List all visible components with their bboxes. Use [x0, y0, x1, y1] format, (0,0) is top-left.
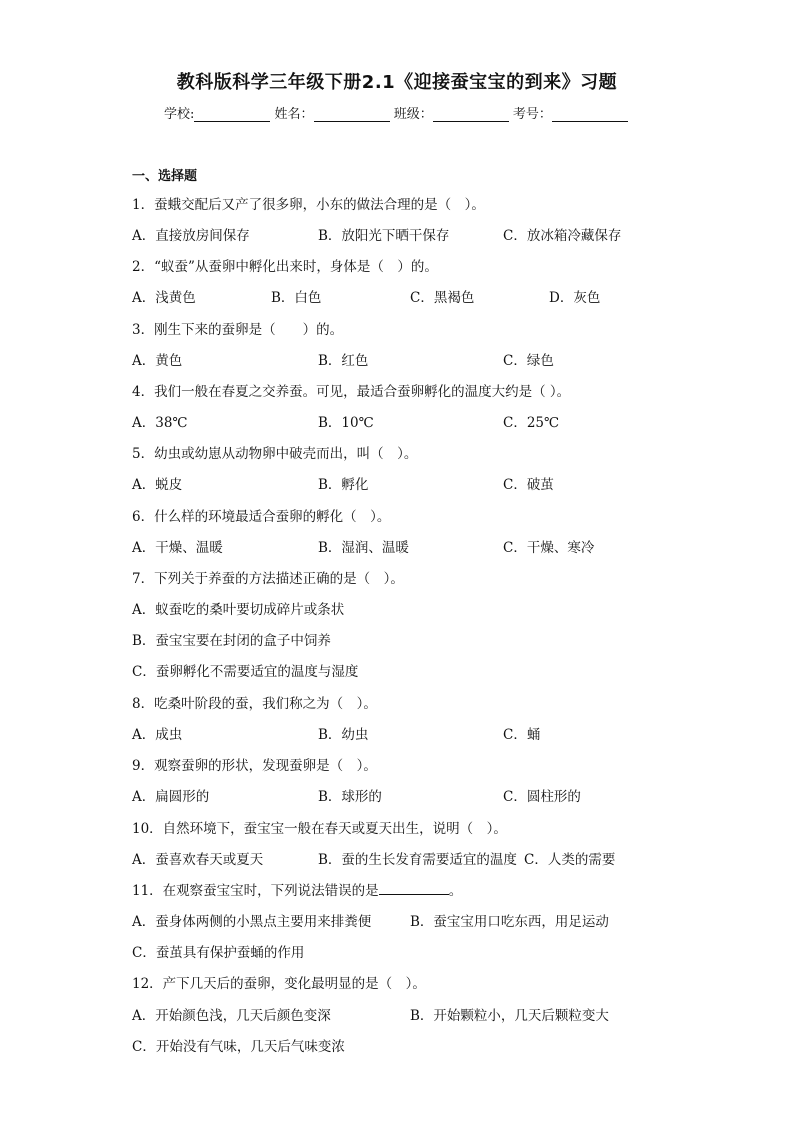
- question-11-stem: [132, 879, 462, 899]
- question-11-stem-text: 11．在观察蚕宝宝时，下列说法错误的是: [132, 883, 379, 899]
- question-5-option-a: A．蜕皮: [132, 477, 183, 493]
- class-label: 班级：: [393, 107, 433, 122]
- question-11-stem-end: 。: [448, 883, 463, 899]
- question-6-option-c: C．干燥、寒冷: [503, 540, 595, 556]
- question-4-option-c: C．25℃: [503, 415, 560, 431]
- question-7-option-a: A．蚁蚕吃的桑叶要切成碎片或条状: [132, 602, 345, 618]
- question-3-option-c: C．绿色: [503, 353, 554, 369]
- question-1-option-c: C．放冰箱冷藏保存: [503, 228, 622, 244]
- question-2-option-c: C．黑褐色: [410, 290, 475, 306]
- school-label: 学校:: [164, 107, 195, 122]
- question-1-stem: 1．蚕蛾交配后又产了很多卵，小东的做法合理的是（ ）。: [132, 197, 485, 213]
- question-9-option-c: C．圆柱形的: [503, 789, 581, 805]
- question-7-stem: 7．下列关于养蚕的方法描述正确的是（ ）。: [132, 571, 404, 587]
- number-label: 考号：: [512, 107, 552, 122]
- question-11-option-c: C．蚕茧具有保护蚕蛹的作用: [132, 945, 305, 961]
- school-blank: [194, 107, 270, 122]
- name-label: 姓名：: [274, 107, 314, 122]
- question-3-option-b: B．红色: [318, 353, 369, 369]
- question-2-stem: 2．“蚁蚕”从蚕卵中孵化出来时，身体是（ ）的。: [132, 259, 438, 275]
- question-12-option-c: C．开始没有气味，几天后气味变浓: [132, 1039, 345, 1055]
- question-9-option-b: B．球形的: [318, 789, 382, 805]
- page-title: 教科版科学三年级下册2.1《迎接蚕宝宝的到来》习题: [176, 72, 618, 93]
- name-blank: [314, 107, 390, 122]
- question-1-option-b: B．放阳光下晒干保存: [318, 228, 450, 244]
- question-3-stem: 3．刚生下来的蚕卵是（ ）的。: [132, 322, 344, 338]
- question-7-option-b: B．蚕宝宝要在封闭的盒子中饲养: [132, 633, 331, 649]
- question-2-option-b: B．白色: [271, 290, 322, 306]
- question-6-option-b: B．湿润、温暖: [318, 540, 409, 556]
- question-11-answer-blank: [379, 882, 449, 895]
- question-8-stem: 8．吃桑叶阶段的蚕，我们称之为（ ）。: [132, 696, 377, 712]
- question-12-stem: 12．产下几天后的蚕卵，变化最明显的是（ ）。: [132, 976, 426, 992]
- question-5-option-b: B．孵化: [318, 477, 369, 493]
- question-7-option-c: C．蚕卵孵化不需要适宜的温度与湿度: [132, 664, 359, 680]
- question-12-option-a: A．开始颜色浅，几天后颜色变深: [132, 1008, 331, 1024]
- question-4-option-a: A．38℃: [132, 415, 188, 431]
- question-11-option-b: B．蚕宝宝用口吃东西，用足运动: [410, 914, 609, 930]
- question-4-stem: 4．我们一般在春夏之交养蚕。可见，最适合蚕卵孵化的温度大约是（ ）。: [132, 384, 571, 400]
- question-3-option-a: A．黄色: [132, 353, 183, 369]
- question-1-option-a: A．直接放房间保存: [132, 228, 250, 244]
- question-8-option-b: B．幼虫: [318, 727, 369, 743]
- question-2-option-a: A．浅黄色: [132, 290, 196, 306]
- question-5-stem: 5．幼虫或幼崽从动物卵中破壳而出，叫（ ）。: [132, 446, 418, 462]
- question-6-option-a: A．干燥、温暖: [132, 540, 223, 556]
- number-blank: [552, 107, 628, 122]
- question-8-option-c: C．蛹: [503, 727, 541, 743]
- question-10-stem: 10．自然环境下，蚕宝宝一般在春天或夏天出生，说明（ ）。: [132, 821, 507, 837]
- student-info-line: [164, 103, 628, 122]
- question-12-option-b: B．开始颗粒小，几天后颗粒变大: [410, 1008, 609, 1024]
- question-9-option-a: A．扁圆形的: [132, 789, 210, 805]
- question-4-option-b: B．10℃: [318, 415, 374, 431]
- question-8-option-a: A．成虫: [132, 727, 183, 743]
- question-9-stem: 9．观察蚕卵的形状，发现蚕卵是（ ）。: [132, 758, 377, 774]
- question-10-option-b: B．蚕的生长发育需要适宜的温度: [318, 852, 517, 868]
- class-blank: [433, 107, 509, 122]
- question-6-stem: 6．什么样的环境最适合蚕卵的孵化（ ）。: [132, 509, 391, 525]
- question-5-option-c: C．破茧: [503, 477, 554, 493]
- question-10-option-a: A．蚕喜欢春天或夏天: [132, 852, 264, 868]
- question-11-option-a: A．蚕身体两侧的小黑点主要用来排粪便: [132, 914, 372, 930]
- question-2-option-d: D．灰色: [549, 290, 601, 306]
- question-10-option-c: C．人类的需要: [524, 852, 616, 868]
- section-heading: 一、选择题: [132, 169, 198, 184]
